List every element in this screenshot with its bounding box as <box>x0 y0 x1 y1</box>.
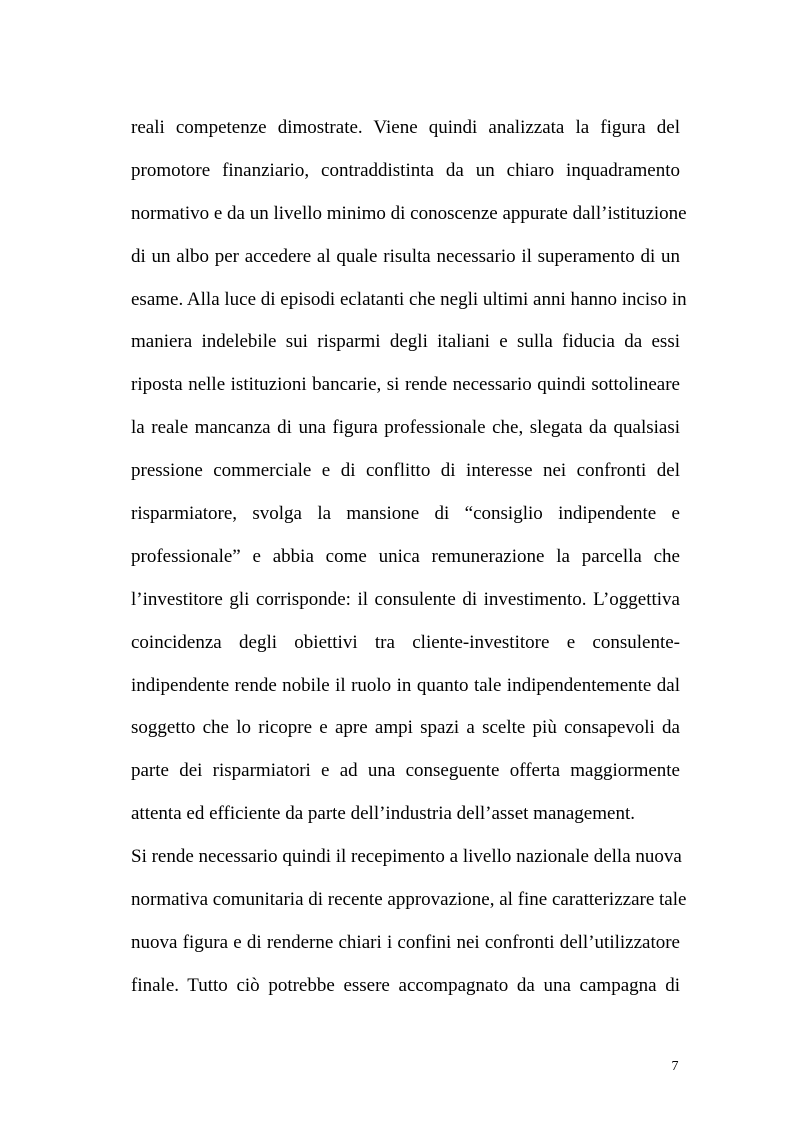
text-line: l’investitore gli corrisponde: il consulente di investimento. L’oggettiva <box>131 588 680 610</box>
text-line: pressione commerciale e di conflitto di interesse nei confronti del <box>131 460 680 482</box>
text-line: coincidenza degli obiettivi tra cliente-investitore e consulente- <box>131 631 680 653</box>
paragraph-2 <box>131 836 687 1008</box>
text-line: Si rende necessario quindi il recepimento a livello nazionale della nuova <box>131 846 682 868</box>
text-line: di un albo per accedere al quale risulta necessario il superamento di un <box>131 245 680 267</box>
page-body <box>131 107 687 1008</box>
paragraph-1 <box>131 107 687 836</box>
text-line: nuova figura e di renderne chiari i confini nei confronti dell’utilizzatore <box>131 931 680 953</box>
text-line: riposta nelle istituzioni bancarie, si rende necessario quindi sottolineare <box>131 374 680 396</box>
text-line: attenta ed efficiente da parte dell’industria dell’asset management. <box>131 803 635 825</box>
text-line: reali competenze dimostrate. Viene quindi analizzata la figura del <box>131 117 680 138</box>
text-line: parte dei risparmiatori e ad una conseguente offerta maggiormente <box>131 760 680 782</box>
text-line: indipendente rende nobile il ruolo in quanto tale indipendentemente dal <box>131 674 680 696</box>
text-line: professionale” e abbia come unica remunerazione la parcella che <box>131 545 680 567</box>
page-number: 7 <box>671 1059 679 1074</box>
text-line: normativa comunitaria di recente approvazione, al fine caratterizzare tale <box>131 889 687 911</box>
text-line: risparmiatore, svolga la mansione di “consiglio indipendente e <box>131 503 680 525</box>
text-line: soggetto che lo ricopre e apre ampi spazi a scelte più consapevoli da <box>131 717 680 739</box>
text-line: promotore finanziario, contraddistinta da un chiaro inquadramento <box>131 159 680 181</box>
text-line: finale. Tutto ciò potrebbe essere accompagnato da una campagna di <box>131 974 680 996</box>
text-line: maniera indelebile sui risparmi degli italiani e sulla fiducia da essi <box>131 331 680 353</box>
text-line: esame. Alla luce di episodi eclatanti che negli ultimi anni hanno inciso in <box>131 288 687 310</box>
text-line: la reale mancanza di una figura professionale che, slegata da qualsiasi <box>131 417 680 439</box>
text-line: normativo e da un livello minimo di conoscenze appurate dall’istituzione <box>131 202 687 224</box>
